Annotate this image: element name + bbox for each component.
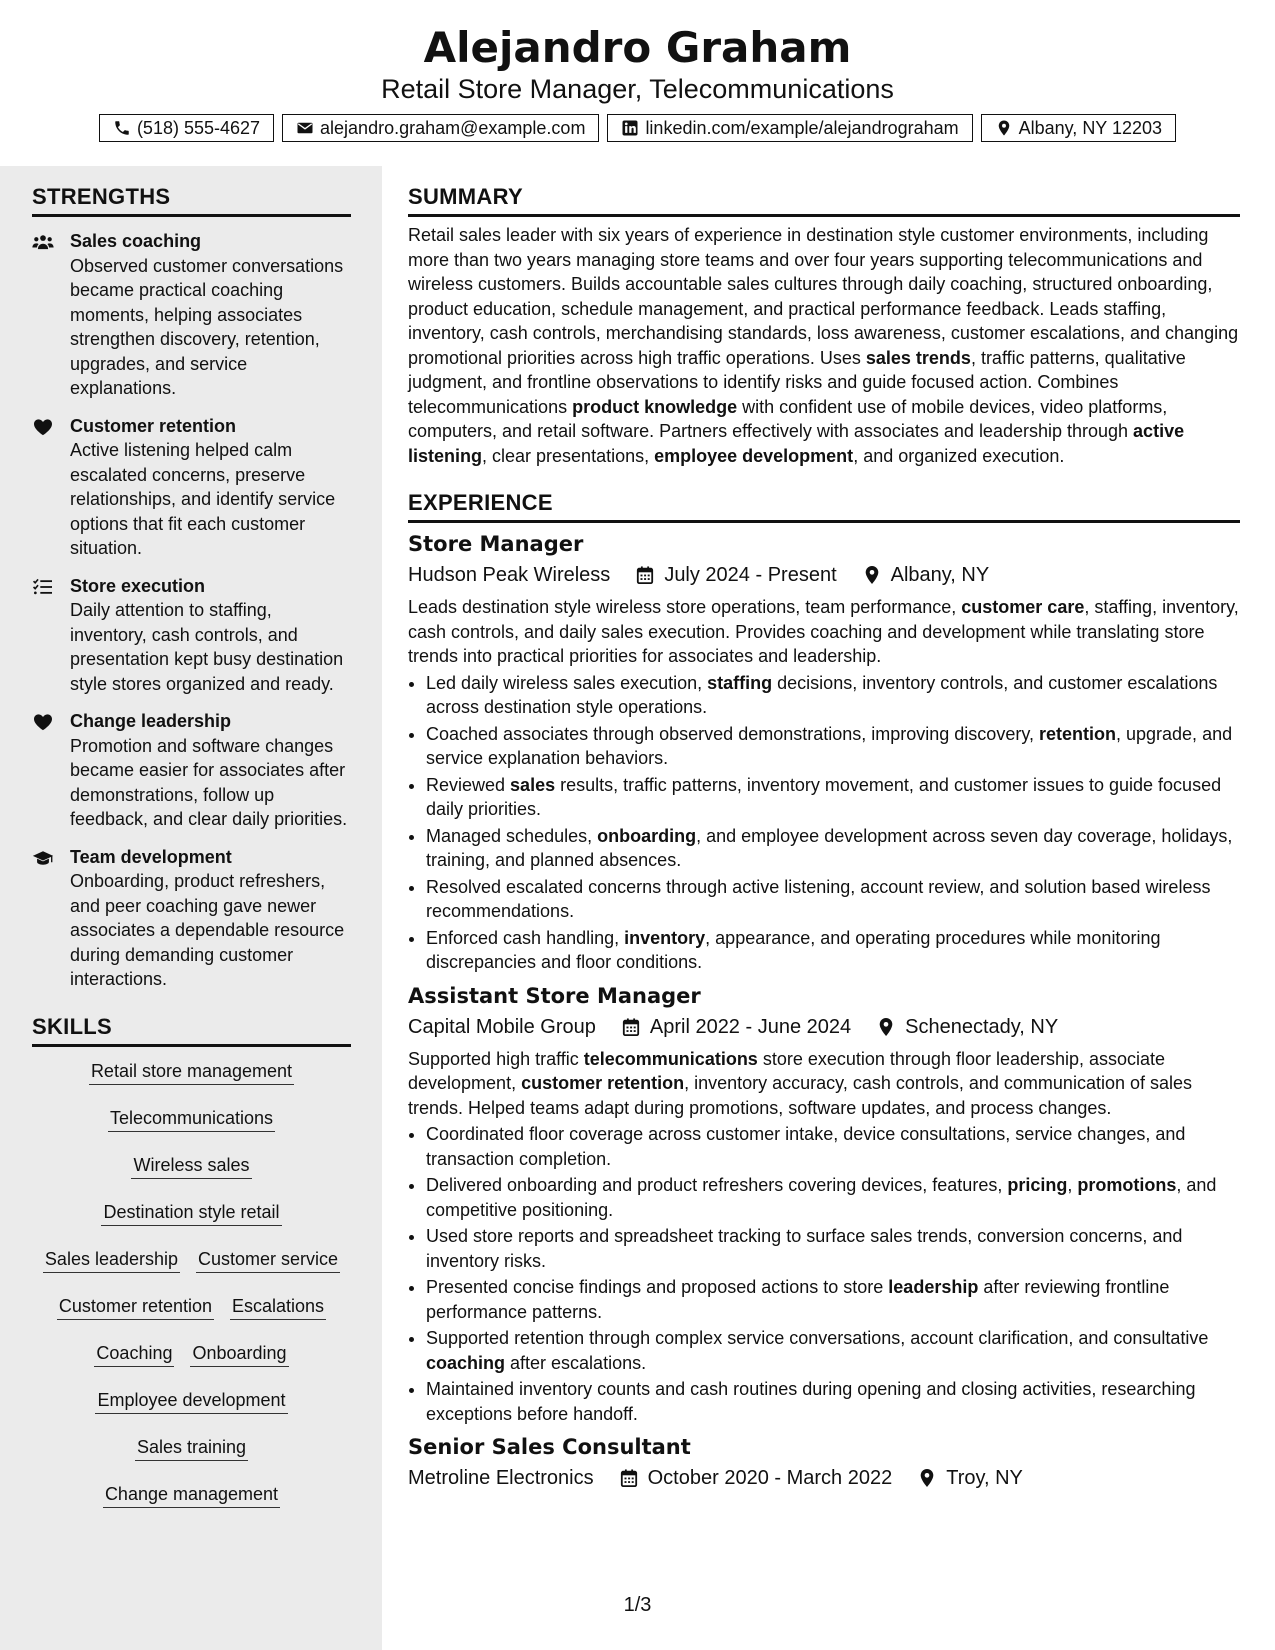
skill-tag: Telecommunications — [108, 1106, 275, 1132]
job-meta — [408, 561, 1240, 589]
main-column — [408, 166, 1240, 1498]
job-entry — [408, 1432, 1240, 1492]
job-bullet: • Enforced cash handling, inventory, appearance, and operating procedures while monitoring discrepancies and floor conditions. — [426, 926, 1240, 975]
summary-keyword: sales trends — [865, 347, 971, 368]
contact-phone — [99, 114, 274, 142]
strength-item — [32, 574, 351, 697]
job-entry — [408, 529, 1240, 975]
strength-item — [32, 845, 351, 992]
calendar-icon — [622, 1017, 640, 1037]
job-bullet: • Coordinated floor coverage across customer intake, device consultations, service changes, and transaction completion. — [426, 1122, 1240, 1171]
summary-part: , clear presentations, — [482, 445, 655, 466]
summary-part: , and organized execution. — [853, 445, 1065, 466]
strength-label: Team development — [70, 846, 232, 867]
job-bullet: • Led daily wireless sales execution, staffing decisions, inventory controls, and customer escalations across destination style operations. — [426, 671, 1240, 720]
experience-heading: EXPERIENCE — [408, 488, 1240, 523]
envelope-icon — [296, 119, 314, 137]
linkedin-icon — [621, 119, 639, 137]
candidate-title: Retail Store Manager, Telecommunications — [381, 74, 894, 104]
job-bullet: • Resolved escalated concerns through active listening, account review, and solution based wireless recommendations. — [426, 875, 1240, 924]
job-bullet: • Supported retention through complex service conversations, account clarification, and consultative coaching after escalations. — [426, 1326, 1240, 1375]
summary-part: with confident use of mobile devices, video platforms, computers, and retail software. Partners effectively with associates and leadership through — [408, 396, 1168, 441]
skill-tag: Destination style retail — [101, 1200, 281, 1226]
contact-location — [981, 114, 1176, 142]
job-dates: October 2020 - March 2022 — [647, 1467, 893, 1489]
strength-text: Daily attention to staffing, inventory, cash controls, and presentation kept busy destination style stores organized and ready. — [70, 600, 344, 694]
job-bullet: • Managed schedules, onboarding, and employee development across seven day coverage, holidays, training, and planned absences. — [426, 824, 1240, 873]
job-keyword: customer retention — [521, 1073, 685, 1093]
heart-icon — [32, 713, 54, 731]
map-pin-icon — [863, 565, 881, 585]
summary-text — [408, 223, 1240, 468]
resume-header — [0, 0, 1275, 166]
strength-label: Store execution — [70, 575, 206, 596]
job-dates: April 2022 - June 2024 — [649, 1015, 852, 1038]
skill-tag: Sales leadership — [43, 1247, 180, 1273]
job-meta — [408, 1464, 1240, 1492]
job-dates: July 2024 - Present — [664, 564, 837, 586]
strength-text: Observed customer conversations became practical coaching moments, helping associates strengthen discovery, retention, upgrades, and service explanations. — [70, 255, 344, 398]
summary-heading: SUMMARY — [408, 182, 1240, 217]
graduation-cap-icon — [32, 849, 54, 867]
email-text: alejandro.graham@example.com — [320, 118, 586, 138]
checklist-icon — [32, 578, 54, 596]
job-meta — [408, 1013, 1240, 1041]
phone-text: (518) 555-4627 — [136, 118, 261, 138]
job-company: Hudson Peak Wireless — [408, 564, 611, 586]
job-bullet: • Delivered onboarding and product refreshers covering devices, features, pricing, promotions, and competitive positioning. — [426, 1173, 1240, 1222]
summary-keyword: active listening — [408, 421, 1185, 466]
calendar-icon — [636, 565, 654, 585]
job-description-part: , staffing, inventory, cash controls, and daily sales execution. Provides coaching and development while translating store trends into practical priorities for associates and leadership. — [408, 597, 1239, 666]
calendar-icon — [620, 1468, 638, 1488]
map-pin-icon — [995, 119, 1013, 137]
skills-list — [32, 1059, 351, 1508]
contact-bar — [0, 114, 1275, 142]
summary-keyword: product knowledge — [572, 396, 738, 417]
skill-tag: Customer service — [196, 1247, 340, 1273]
page-number: 1/3 — [623, 1594, 652, 1616]
job-description-part: Leads destination style wireless store operations, team performance, — [408, 597, 962, 617]
job-entry — [408, 981, 1240, 1427]
users-icon — [32, 233, 54, 251]
summary-keyword: employee development — [654, 445, 854, 466]
strength-item — [32, 709, 351, 832]
strengths-heading: STRENGTHS — [32, 182, 351, 217]
skill-tag: Sales training — [135, 1435, 248, 1461]
job-bullet: • Maintained inventory counts and cash routines during opening and closing activities, researching exceptions before handoff. — [426, 1377, 1240, 1426]
strength-item — [32, 229, 351, 401]
strength-item — [32, 414, 351, 561]
job-description — [408, 1047, 1240, 1121]
linkedin-text: linkedin.com/example/alejandrograham — [645, 118, 959, 138]
skill-tag: Change management — [103, 1482, 280, 1508]
location-text: Albany, NY 12203 — [1018, 118, 1163, 138]
job-bullet: • Coached associates through observed demonstrations, improving discovery, retention, upgrade, and service explanation behaviors. — [426, 722, 1240, 771]
job-location: Schenectady, NY — [905, 1015, 1059, 1038]
strength-text: Active listening helped calm escalated concerns, preserve relationships, and identify service options that fit each customer situation. — [70, 440, 336, 558]
summary-part: , traffic patterns, qualitative judgment, and frontline observations to identify risks and guide focused action. Combines telecommunications — [408, 347, 1186, 417]
strength-label: Change leadership — [70, 711, 232, 731]
job-title: Store Manager — [408, 532, 584, 556]
strength-label: Sales coaching — [70, 231, 202, 251]
skill-tag: Customer retention — [57, 1294, 214, 1320]
job-bullets — [408, 1122, 1240, 1426]
job-bullets — [408, 671, 1240, 975]
strength-label: Customer retention — [70, 415, 237, 436]
map-pin-icon — [918, 1468, 936, 1488]
contact-email[interactable] — [282, 114, 599, 142]
job-location: Albany, NY — [890, 564, 990, 586]
skill-tag: Retail store management — [89, 1059, 294, 1085]
skill-tag: Wireless sales — [131, 1153, 251, 1179]
skill-tag: Escalations — [230, 1294, 326, 1320]
job-description-part: store execution through floor leadership, associate development, — [408, 1048, 1166, 1093]
job-company: Capital Mobile Group — [408, 1015, 596, 1038]
skill-tag: Onboarding — [190, 1341, 288, 1367]
skill-tag: Employee development — [95, 1388, 287, 1414]
job-bullet: • Used store reports and spreadsheet tracking to surface sales trends, conversion concerns, and inventory risks. — [426, 1224, 1240, 1273]
contact-linkedin[interactable] — [607, 114, 972, 142]
job-location: Troy, NY — [946, 1467, 1023, 1489]
job-title: Senior Sales Consultant — [408, 1435, 691, 1459]
job-keyword: customer care — [961, 597, 1085, 617]
job-description-part: Supported high traffic — [408, 1048, 584, 1069]
job-description — [408, 595, 1240, 669]
job-keyword: telecommunications — [583, 1048, 758, 1069]
phone-icon — [113, 119, 131, 137]
job-bullet: • Reviewed sales results, traffic patterns, inventory movement, and customer issues to guide focused daily priorities. — [426, 773, 1240, 822]
job-company: Metroline Electronics — [408, 1467, 594, 1489]
skill-tag: Coaching — [94, 1341, 174, 1367]
strength-text: Promotion and software changes became easier for associates after demonstrations, follow up feedback, and clear daily priorities. — [70, 735, 348, 829]
map-pin-icon — [877, 1017, 895, 1037]
heart-icon — [32, 418, 54, 436]
sidebar — [0, 166, 382, 1650]
job-description-part: , inventory accuracy, cash controls, and communication of sales trends. Helped teams adapt during promotions, software updates, and process changes. — [408, 1073, 1193, 1118]
job-title: Assistant Store Manager — [408, 983, 701, 1008]
candidate-name: Alejandro Graham — [423, 23, 852, 72]
skills-heading: SKILLS — [32, 1012, 351, 1047]
job-bullet: • Presented concise findings and proposed actions to store leadership after reviewing frontline performance patterns. — [426, 1275, 1240, 1324]
strength-text: Onboarding, product refreshers, and peer coaching gave newer associates a dependable resource during demanding customer interactions. — [70, 871, 345, 989]
summary-part: Retail sales leader with six years of experience in destination style customer environments, including more than two years managing store teams and over four years supporting telecommunications and wireless customers. Builds accountable sales cultures through daily coaching, structured onboarding, product education, schedule management, and practical performance feedback. Leads staffing, inventory, cash controls, merchandising standards, loss awareness, customer escalations, and changing promotional priorities across high traffic operations. Uses — [408, 225, 1239, 368]
